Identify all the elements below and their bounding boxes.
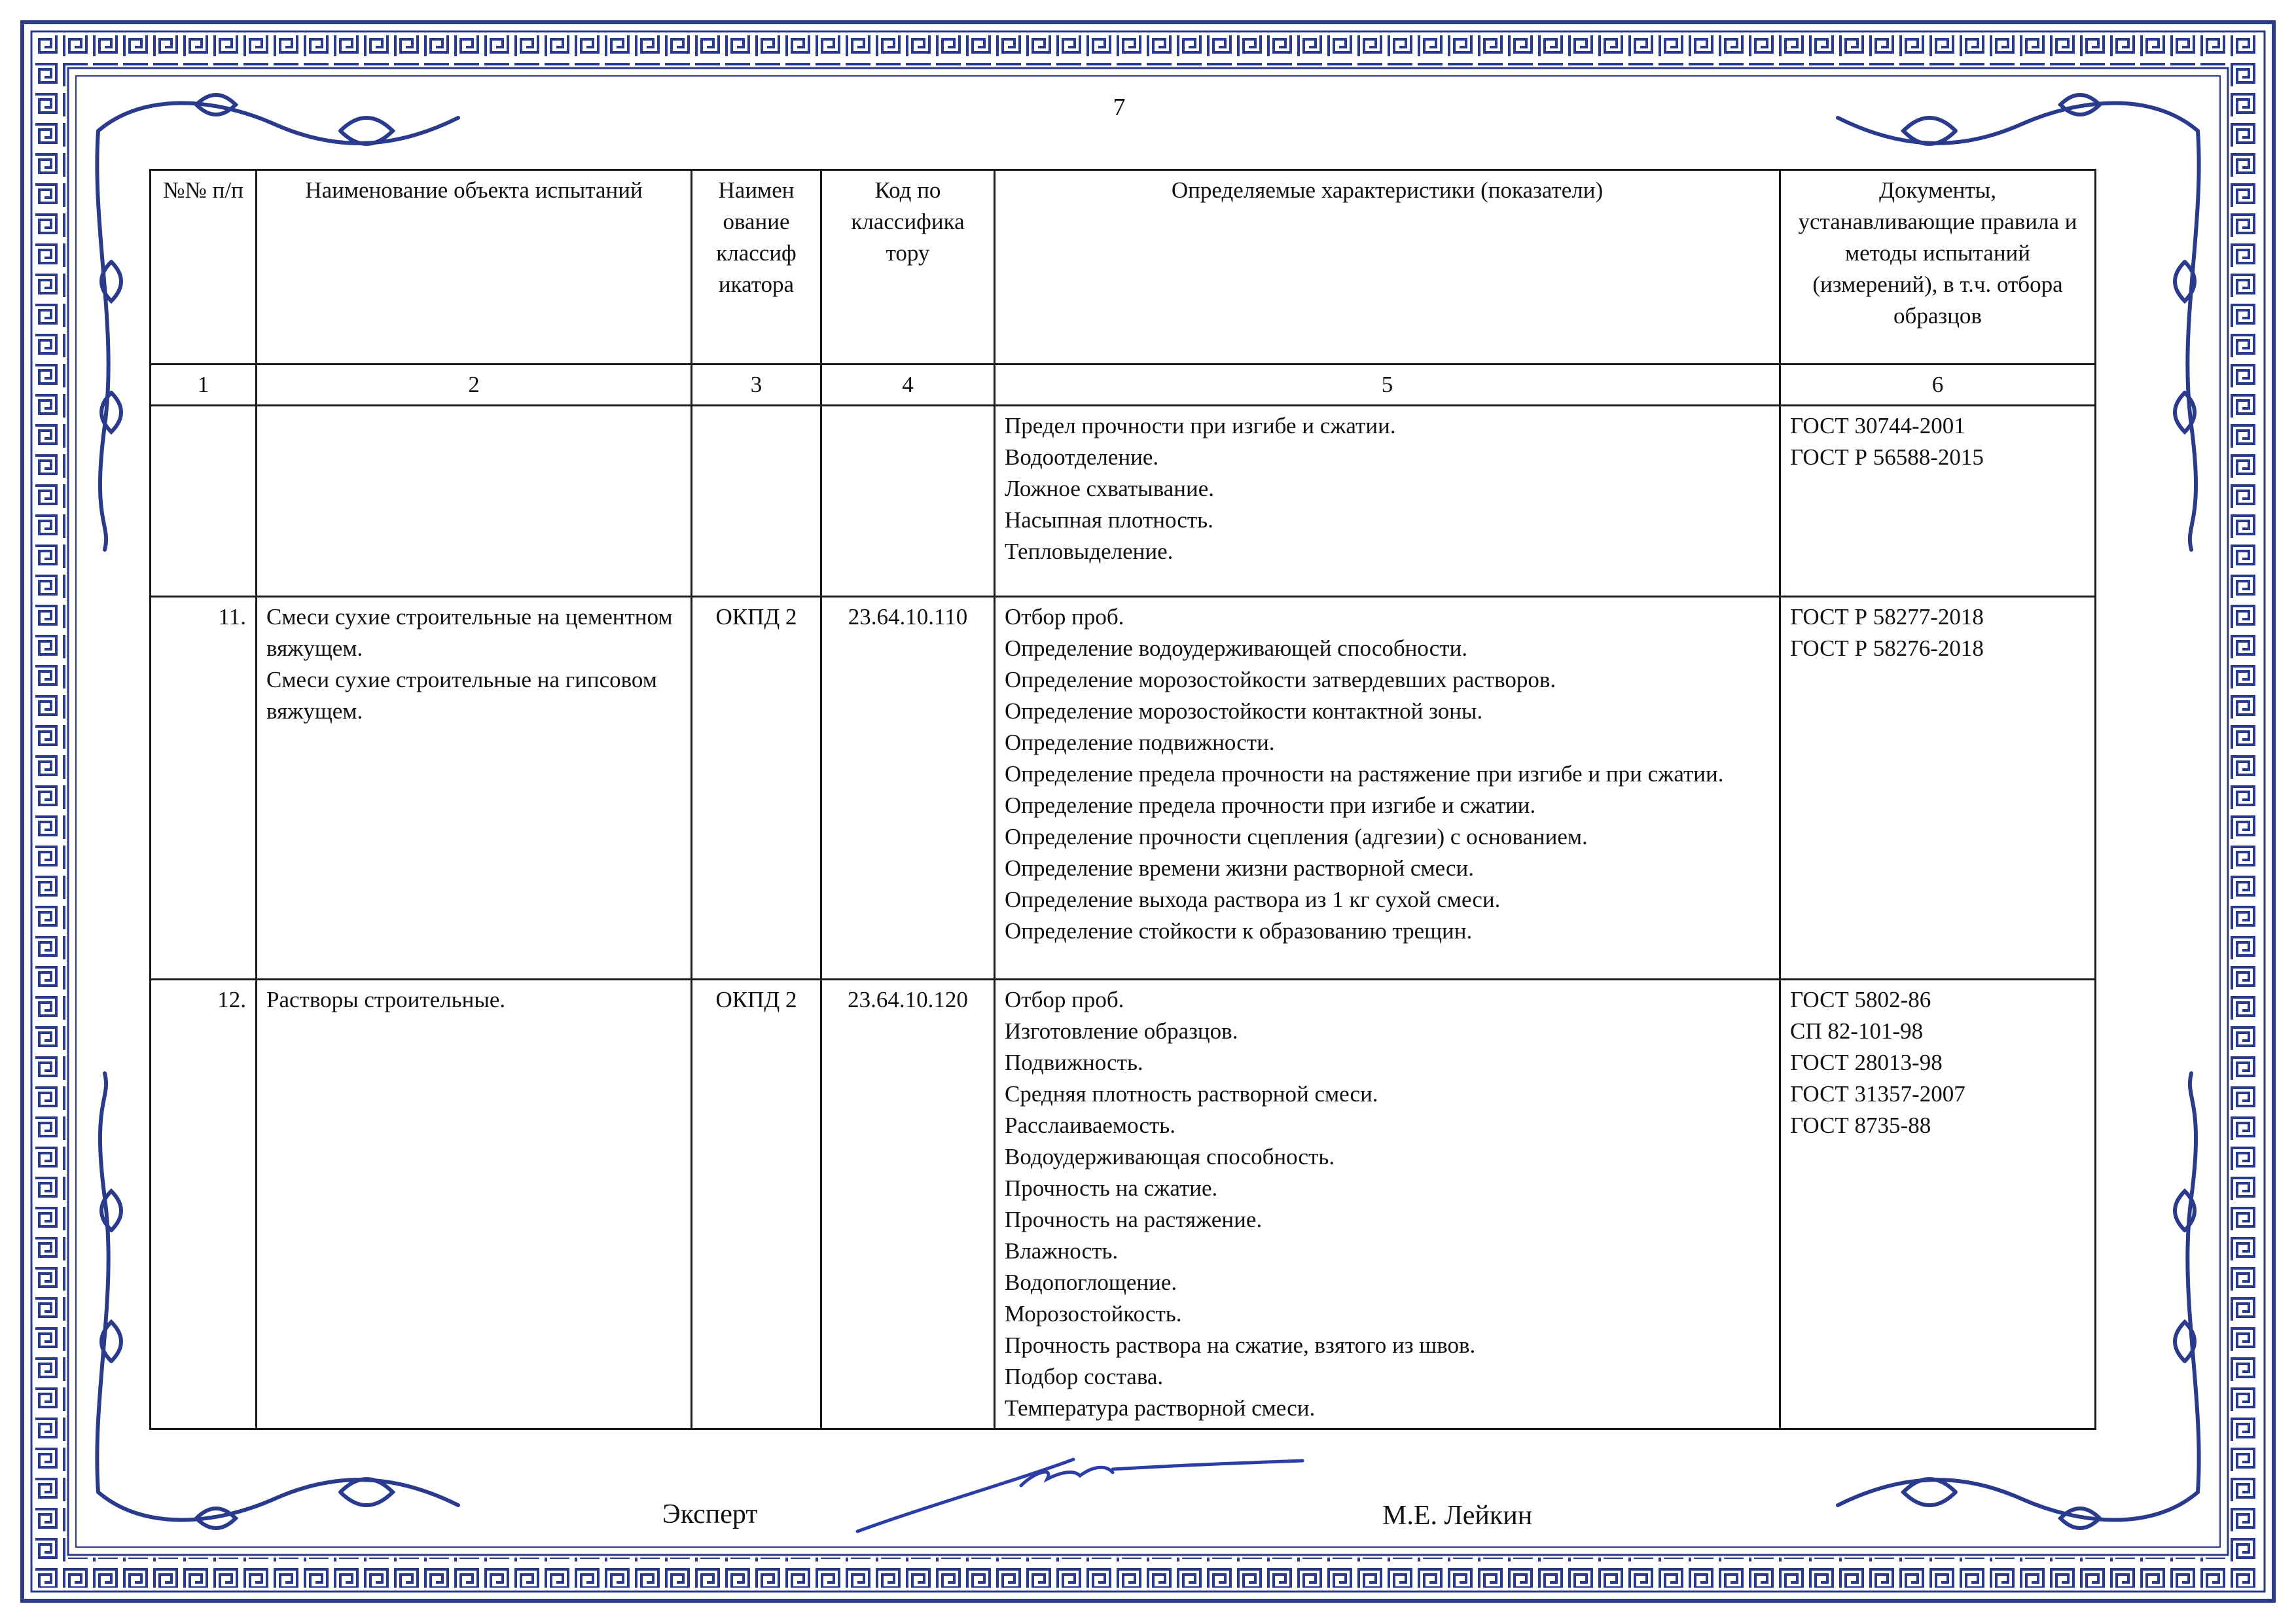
characteristic-item: Определение предела прочности при изгибе и сжатии. bbox=[1005, 793, 1536, 818]
characteristic-item: Водоотделение. bbox=[1005, 444, 1159, 470]
column-number: 4 bbox=[821, 365, 995, 406]
row-code: 23.64.10.110 bbox=[821, 597, 995, 980]
table-row bbox=[151, 980, 2096, 1429]
row-object bbox=[257, 597, 692, 980]
header-classifier: Наимен ование классиф икатора bbox=[692, 170, 821, 365]
document-item: ГОСТ 8735-88 bbox=[1790, 1113, 1931, 1138]
accreditation-scope-table bbox=[149, 169, 2096, 1430]
column-number-row bbox=[151, 365, 2096, 406]
expert-label: Эксперт bbox=[662, 1499, 758, 1529]
column-number: 2 bbox=[257, 365, 692, 406]
row-characteristics bbox=[995, 406, 1780, 597]
header-row bbox=[151, 170, 2096, 365]
characteristic-item: Подвижность. bbox=[1005, 1050, 1143, 1075]
document-item: ГОСТ 28013-98 bbox=[1790, 1050, 1943, 1075]
row-object bbox=[257, 406, 692, 597]
characteristic-item: Прочность на растяжение. bbox=[1005, 1207, 1263, 1232]
table-row bbox=[151, 597, 2096, 980]
header-characteristics: Определяемые характеристики (показатели) bbox=[995, 170, 1780, 365]
column-number: 3 bbox=[692, 365, 821, 406]
characteristic-item: Подбор состава. bbox=[1005, 1364, 1164, 1389]
table-row bbox=[151, 406, 2096, 597]
object-item: Растворы строительные. bbox=[266, 987, 506, 1012]
row-characteristics bbox=[995, 980, 1780, 1429]
characteristic-item: Определение выхода раствора из 1 кг сухой смеси. bbox=[1005, 887, 1501, 912]
document-item: ГОСТ 31357-2007 bbox=[1790, 1081, 1965, 1107]
characteristic-item: Определение подвижности. bbox=[1005, 730, 1275, 755]
row-object bbox=[257, 980, 692, 1429]
row-code: 23.64.10.120 bbox=[821, 980, 995, 1429]
characteristic-item: Ложное схватывание. bbox=[1005, 476, 1215, 501]
row-documents bbox=[1780, 406, 2096, 597]
column-number: 1 bbox=[151, 365, 257, 406]
characteristic-item: Водоудерживающая способность. bbox=[1005, 1144, 1335, 1169]
row-number bbox=[151, 406, 257, 597]
characteristic-item: Изготовление образцов. bbox=[1005, 1018, 1238, 1044]
document-item: ГОСТ Р 58276-2018 bbox=[1790, 635, 1984, 661]
characteristic-item: Средняя плотность растворной смеси. bbox=[1005, 1081, 1378, 1107]
row-documents bbox=[1780, 980, 2096, 1429]
column-number: 6 bbox=[1780, 365, 2096, 406]
object-item: Смеси сухие строительные на цементном вяжущем. bbox=[266, 604, 673, 661]
characteristic-item: Отбор проб. bbox=[1005, 987, 1124, 1012]
characteristic-item: Прочность на сжатие. bbox=[1005, 1175, 1218, 1201]
row-classifier bbox=[692, 406, 821, 597]
document-item: СП 82-101-98 bbox=[1790, 1018, 1924, 1044]
characteristic-item: Температура растворной смеси. bbox=[1005, 1395, 1316, 1421]
document-item: ГОСТ 5802-86 bbox=[1790, 987, 1931, 1012]
characteristic-item: Прочность раствора на сжатие, взятого из швов. bbox=[1005, 1332, 1476, 1358]
characteristic-item: Морозостойкость. bbox=[1005, 1301, 1182, 1327]
characteristic-item: Определение предела прочности на растяжение при изгибе и при сжатии. bbox=[1005, 761, 1724, 787]
document-item: ГОСТ 30744-2001 bbox=[1790, 413, 1965, 438]
row-classifier: ОКПД 2 bbox=[692, 980, 821, 1429]
document-item: ГОСТ Р 58277-2018 bbox=[1790, 604, 1984, 630]
row-documents bbox=[1780, 597, 2096, 980]
row-characteristics bbox=[995, 597, 1780, 980]
characteristic-item: Определение прочности сцепления (адгезии) с основанием. bbox=[1005, 824, 1588, 849]
column-number: 5 bbox=[995, 365, 1780, 406]
document-item: ГОСТ Р 56588-2015 bbox=[1790, 444, 1984, 470]
row-code bbox=[821, 406, 995, 597]
row-number: 12. bbox=[151, 980, 257, 1429]
characteristic-item: Расслаиваемость. bbox=[1005, 1113, 1175, 1138]
page-number: 7 bbox=[1113, 94, 1126, 121]
characteristic-item: Определение морозостойкости контактной зоны. bbox=[1005, 698, 1483, 724]
characteristic-item: Определение времени жизни растворной смеси. bbox=[1005, 855, 1475, 881]
characteristic-item: Определение водоудерживающей способности. bbox=[1005, 635, 1468, 661]
object-item: Смеси сухие строительные на гипсовом вяжущем. bbox=[266, 667, 657, 724]
characteristic-item: Предел прочности при изгибе и сжатии. bbox=[1005, 413, 1396, 438]
characteristic-item: Определение стойкости к образованию трещин. bbox=[1005, 918, 1473, 944]
characteristic-item: Отбор проб. bbox=[1005, 604, 1124, 630]
characteristic-item: Тепловыделение. bbox=[1005, 539, 1174, 564]
characteristic-item: Насыпная плотность. bbox=[1005, 507, 1213, 533]
header-object: Наименование объекта испытаний bbox=[257, 170, 692, 365]
characteristic-item: Водопоглощение. bbox=[1005, 1270, 1177, 1295]
characteristic-item: Определение морозостойкости затвердевших растворов. bbox=[1005, 667, 1556, 692]
characteristic-item: Влажность. bbox=[1005, 1238, 1119, 1264]
header-documents: Документы, устанавливающие правила и методы испытаний (измерений), в т.ч. отбора образцов bbox=[1780, 170, 2096, 365]
expert-name: М.Е. Лейкин bbox=[1382, 1501, 1533, 1531]
row-classifier: ОКПД 2 bbox=[692, 597, 821, 980]
header-number: №№ п/п bbox=[151, 170, 257, 365]
row-number: 11. bbox=[151, 597, 257, 980]
signature bbox=[857, 1459, 1302, 1531]
header-code: Код по классифика тору bbox=[821, 170, 995, 365]
